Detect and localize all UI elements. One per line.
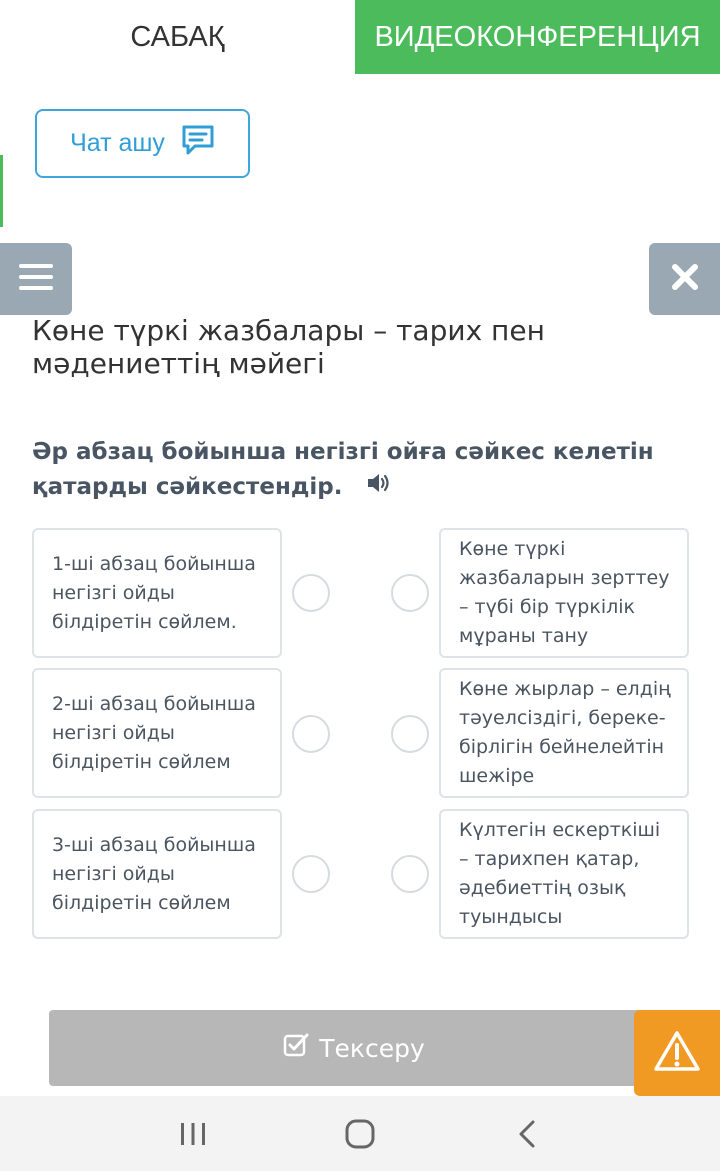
left-connector-3[interactable] — [292, 855, 330, 893]
left-card-text: 1-ші абзац бойынша негізгі ойды білдіретін сөйлем. — [52, 552, 256, 633]
task-instruction — [32, 435, 682, 505]
side-accent-strip — [0, 155, 3, 227]
hamburger-menu-icon — [19, 263, 53, 295]
task-instruction-text: Әр абзац бойынша негізгі ойға сәйкес келетін қатарды сәйкестендір. — [32, 439, 654, 500]
tab-lesson[interactable]: САБАҚ — [0, 0, 355, 74]
checkbox-icon — [283, 1032, 309, 1064]
menu-button[interactable] — [0, 243, 72, 315]
recent-apps-icon[interactable] — [163, 1109, 223, 1159]
close-button[interactable] — [649, 243, 720, 315]
home-icon[interactable] — [330, 1109, 390, 1159]
report-problem-button[interactable] — [634, 1010, 720, 1096]
lesson-title: Көне түркі жазбалары – тарих пен мәдениеттің мәйегі — [32, 314, 545, 380]
left-card-3[interactable] — [32, 809, 282, 939]
chat-bubble-icon — [181, 124, 215, 163]
system-navigation-bar — [0, 1096, 720, 1171]
open-chat-button[interactable] — [35, 109, 250, 178]
close-icon — [671, 263, 699, 295]
right-card-3[interactable] — [439, 809, 689, 939]
top-tab-bar — [0, 0, 720, 74]
warning-icon — [653, 1030, 701, 1076]
right-connector-2[interactable] — [391, 715, 429, 753]
right-card-text: Күлтегін ескерткіші – тарихпен қатар, әдебиеттің озық туындысы — [459, 819, 661, 928]
left-connector-2[interactable] — [292, 715, 330, 753]
left-card-2[interactable] — [32, 668, 282, 798]
check-button-label: Тексеру — [319, 1033, 425, 1063]
right-card-text: Көне жырлар – елдің тәуелсіздігі, береке-бірлігін бейнелейтін шежіре — [459, 678, 671, 787]
right-card-text: Көне түркі жазбаларын зерттеу – түбі бір түркілік мұраны тану — [459, 538, 670, 647]
check-button[interactable] — [49, 1010, 659, 1086]
right-connector-3[interactable] — [391, 855, 429, 893]
left-card-text: 3-ші абзац бойынша негізгі ойды білдіретін сөйлем — [52, 833, 256, 914]
open-chat-label: Чат ашу — [70, 129, 165, 157]
right-card-1[interactable] — [439, 528, 689, 658]
speaker-icon[interactable] — [367, 470, 393, 505]
right-card-2[interactable] — [439, 668, 689, 798]
left-card-1[interactable] — [32, 528, 282, 658]
tab-videoconference[interactable]: ВИДЕОКОНФЕРЕНЦИЯ — [355, 0, 720, 74]
left-connector-1[interactable] — [292, 574, 330, 612]
back-icon[interactable] — [497, 1109, 557, 1159]
left-card-text: 2-ші абзац бойынша негізгі ойды білдіретін сөйлем — [52, 692, 256, 773]
right-connector-1[interactable] — [391, 574, 429, 612]
